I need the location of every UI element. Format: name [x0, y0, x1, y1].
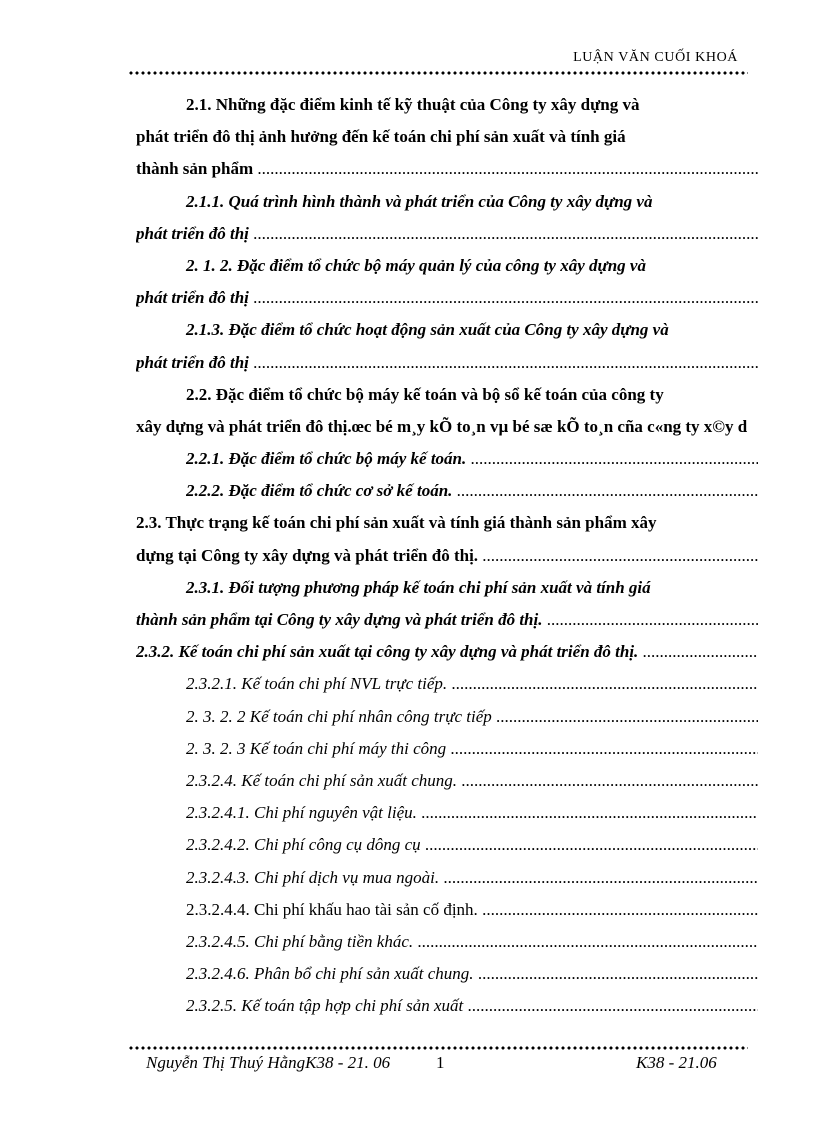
toc-entry: 2.3.2.4.3. Chi phí dịch vụ mua ngoài. ..... [0, 862, 816, 894]
toc-entry: xây dựng và phát triển đô thị.œc bé m¸y kÕ to¸n vµ bé sæ kÕ to¸n cña c«ng ty x©y d [136, 416, 748, 436]
toc-entry: phát triển đô thị ..... [0, 282, 816, 314]
toc-entry: 2.3.2.4.5. Chi phí bằng tiền khác. ..... [0, 926, 816, 958]
toc-entry: 2.3.2.1. Kế toán chi phí NVL trực tiếp. ..... [0, 668, 816, 700]
toc-entry: dựng tại Công ty xây dựng và phát triển đô thị. ..... [0, 540, 816, 572]
toc-entry: phát triển đô thị ..... [0, 347, 816, 379]
toc-entry: 2.1.1. Quá trình hình thành và phát triển của Công ty xây dựng và [186, 191, 653, 211]
toc-entry: 2.3.2.4.1. Chi phí nguyên vật liệu. ..... [0, 797, 816, 829]
toc-entry: 2. 3. 2. 3 Kế toán chi phí máy thi công ..... [0, 733, 816, 765]
table-of-contents [0, 89, 816, 1022]
footer-dotted-rule [128, 1046, 748, 1050]
toc-entry: thành sản phẩm ..... [0, 153, 816, 185]
toc-entry: 2.2. Đặc điểm tổ chức bộ máy kế toán và bộ sổ kế toán của công ty [186, 384, 664, 404]
footer-author: Nguyễn Thị Thuý HằngK38 - 21. 06 [146, 1053, 391, 1072]
toc-entry: 2.3.2.4. Kế toán chi phí sản xuất chung. ..... [0, 765, 816, 797]
toc-entry: 2.3.2.5. Kế toán tập hợp chi phí sản xuất ..... [0, 990, 816, 1022]
toc-entry: 2.3. Thực trạng kế toán chi phí sản xuất và tính giá thành sản phẩm xây [136, 513, 657, 533]
toc-entry: 2.3.2.4.4. Chi phí khấu hao tài sản cố định. ..... [0, 894, 816, 926]
toc-entry: phát triển đô thị ..... [0, 218, 816, 250]
toc-entry: 2. 1. 2. Đặc điểm tổ chức bộ máy quản lý của công ty xây dựng và [186, 255, 646, 275]
toc-entry: 2.3.2. Kế toán chi phí sản xuất tại công ty xây dựng và phát triển đô thị. ..... [0, 636, 816, 668]
toc-entry: 2. 3. 2. 2 Kế toán chi phí nhân công trực tiếp ..... [0, 701, 816, 733]
toc-entry: thành sản phẩm tại Công ty xây dựng và phát triển đô thị. ..... [0, 604, 816, 636]
toc-entry: 2.2.2. Đặc điểm tổ chức cơ sở kế toán. ..... [0, 475, 816, 507]
toc-entry: 2.3.1. Đối tượng phương pháp kế toán chi phí sản xuất và tính giá [186, 577, 651, 597]
header-dotted-rule [128, 71, 748, 75]
toc-entry: 2.1.3. Đặc điểm tổ chức hoạt động sản xuất của Công ty xây dựng và [186, 320, 669, 340]
footer-class-code: K38 - 21.06 [636, 1053, 717, 1072]
toc-entry: 2.1. Những đặc điểm kinh tế kỹ thuật của Công ty xây dựng và [186, 95, 640, 114]
running-header: LUẬN VĂN CUỐI KHOÁ [573, 50, 738, 65]
toc-entry: 2.3.2.4.2. Chi phí công cụ dông cụ ..... [0, 829, 816, 861]
toc-entry: 2.2.1. Đặc điểm tổ chức bộ máy kế toán. ..... [0, 443, 816, 475]
toc-entry: 2.3.2.4.6. Phân bổ chi phí sản xuất chung. ..... [0, 958, 816, 990]
toc-entry: phát triển đô thị ảnh hưởng đến kế toán chi phí sản xuất và tính giá [136, 127, 626, 147]
page-number: 1 [436, 1053, 445, 1072]
